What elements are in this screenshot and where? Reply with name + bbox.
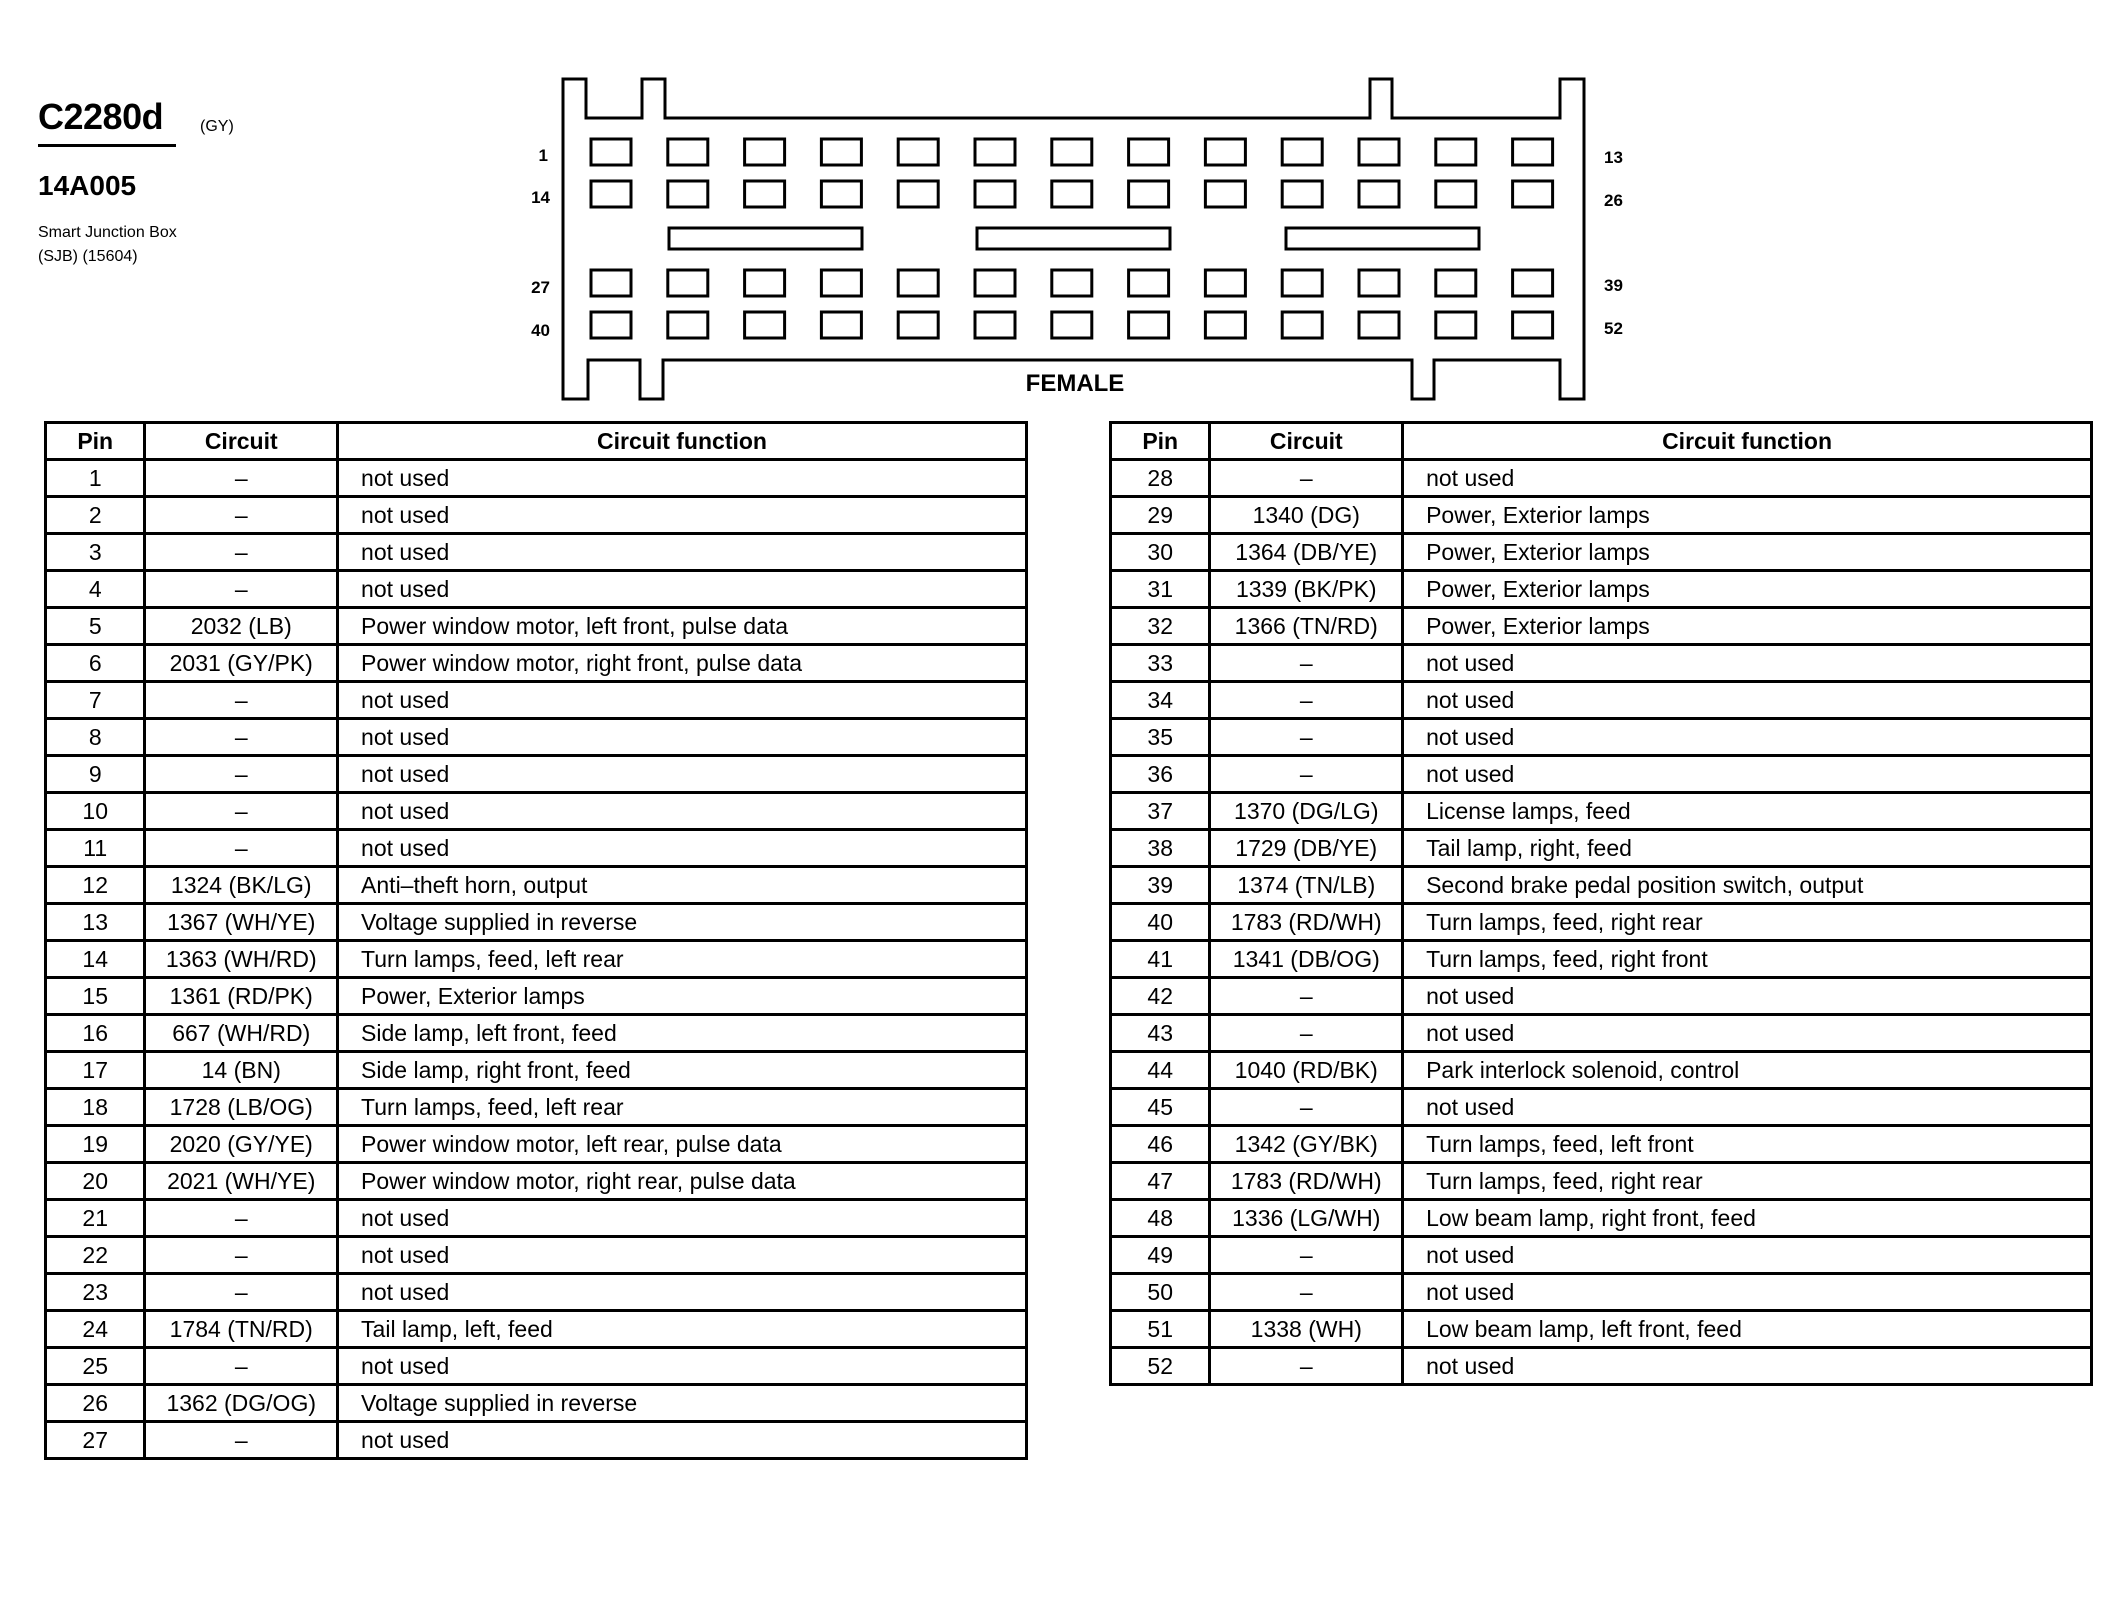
circuit-cell: – — [145, 571, 338, 608]
pin-cavity — [975, 270, 1015, 296]
pin-cell: 28 — [1111, 460, 1210, 497]
pin-cavity — [1129, 312, 1169, 338]
circuit-cell: 1324 (BK/LG) — [145, 867, 338, 904]
connector-face-diagram — [0, 0, 2124, 410]
circuit-function-cell: Power, Exterior lamps — [1403, 571, 2092, 608]
pin-cell: 26 — [46, 1385, 145, 1422]
table-row — [46, 1348, 1027, 1385]
connector-housing-outline — [563, 79, 1584, 399]
circuit-function-cell: not used — [1403, 1237, 2092, 1274]
row-label-pin-27: 27 — [531, 278, 550, 297]
pin-cavity — [1436, 312, 1476, 338]
circuit-function-cell: Side lamp, left front, feed — [338, 1015, 1027, 1052]
gender-label: FEMALE — [1025, 370, 1125, 397]
pin-cavity — [1436, 139, 1476, 165]
table-row — [46, 867, 1027, 904]
table-row — [1111, 719, 2092, 756]
table-row — [1111, 904, 2092, 941]
pin-cell: 24 — [46, 1311, 145, 1348]
keyway-slot-right — [1286, 228, 1479, 249]
circuit-function-cell: Power, Exterior lamps — [1403, 608, 2092, 645]
table-row — [46, 571, 1027, 608]
pin-cavity — [1129, 181, 1169, 207]
table-row — [46, 1385, 1027, 1422]
table-header-row — [46, 423, 1027, 460]
pin-cell: 22 — [46, 1237, 145, 1274]
pin-cavity — [668, 270, 708, 296]
pin-cell: 38 — [1111, 830, 1210, 867]
circuit-function-cell: not used — [1403, 460, 2092, 497]
pin-cell: 45 — [1111, 1089, 1210, 1126]
pin-cell: 34 — [1111, 682, 1210, 719]
pin-cavity — [821, 139, 861, 165]
circuit-function-cell: not used — [1403, 1348, 2092, 1385]
circuit-cell: 1364 (DB/YE) — [1210, 534, 1403, 571]
pin-cavity — [1205, 181, 1245, 207]
pin-cavity — [1513, 139, 1553, 165]
circuit-function-cell: Turn lamps, feed, right front — [1403, 941, 2092, 978]
pin-table-right — [1109, 421, 2093, 1386]
circuit-cell: 1784 (TN/RD) — [145, 1311, 338, 1348]
component-description-code: (SJB) (15604) — [38, 248, 138, 265]
circuit-function-cell: Power window motor, right rear, pulse data — [338, 1163, 1027, 1200]
keyway-slot-left — [669, 228, 862, 249]
pin-cavity — [1513, 270, 1553, 296]
circuit-cell: 1370 (DG/LG) — [1210, 793, 1403, 830]
pin-cavity — [745, 312, 785, 338]
pin-cell: 19 — [46, 1126, 145, 1163]
header-pin: Pin — [46, 423, 145, 460]
pin-cavity — [591, 181, 631, 207]
circuit-function-cell: Low beam lamp, left front, feed — [1403, 1311, 2092, 1348]
table-row — [46, 460, 1027, 497]
circuit-function-cell: not used — [1403, 1015, 2092, 1052]
pin-cell: 27 — [46, 1422, 145, 1459]
pin-cell: 31 — [1111, 571, 1210, 608]
pin-cavity — [1282, 181, 1322, 207]
circuit-function-cell: not used — [1403, 719, 2092, 756]
pin-cavity — [821, 312, 861, 338]
pin-cavity — [1359, 312, 1399, 338]
circuit-cell: 1339 (BK/PK) — [1210, 571, 1403, 608]
circuit-function-cell: not used — [338, 1422, 1027, 1459]
pin-cell: 42 — [1111, 978, 1210, 1015]
table-row — [1111, 571, 2092, 608]
table-row — [1111, 978, 2092, 1015]
table-row — [46, 645, 1027, 682]
pin-cavities — [591, 139, 1553, 338]
circuit-function-cell: Turn lamps, feed, left rear — [338, 1089, 1027, 1126]
header-circuit: Circuit — [1210, 423, 1403, 460]
pin-cavity — [1436, 270, 1476, 296]
pin-cavity — [1282, 312, 1322, 338]
circuit-function-cell: Power, Exterior lamps — [1403, 534, 2092, 571]
circuit-cell: 1363 (WH/RD) — [145, 941, 338, 978]
circuit-function-cell: Power window motor, left front, pulse data — [338, 608, 1027, 645]
pin-cavity — [1052, 181, 1092, 207]
circuit-cell: 667 (WH/RD) — [145, 1015, 338, 1052]
table-row — [1111, 867, 2092, 904]
circuit-function-cell: License lamps, feed — [1403, 793, 2092, 830]
circuit-cell: – — [1210, 719, 1403, 756]
pin-cell: 5 — [46, 608, 145, 645]
circuit-function-cell: not used — [338, 756, 1027, 793]
circuit-cell: 1729 (DB/YE) — [1210, 830, 1403, 867]
pin-cavity — [1205, 270, 1245, 296]
circuit-cell: 1783 (RD/WH) — [1210, 1163, 1403, 1200]
pin-cell: 13 — [46, 904, 145, 941]
circuit-cell: – — [1210, 1237, 1403, 1274]
pin-cavity — [745, 181, 785, 207]
circuit-cell: 2031 (GY/PK) — [145, 645, 338, 682]
table-row — [46, 1052, 1027, 1089]
circuit-cell: 1728 (LB/OG) — [145, 1089, 338, 1126]
table-row — [1111, 645, 2092, 682]
pin-cavity — [668, 139, 708, 165]
table-row — [1111, 608, 2092, 645]
pin-cell: 12 — [46, 867, 145, 904]
circuit-function-cell: Power window motor, left rear, pulse data — [338, 1126, 1027, 1163]
circuit-function-cell: not used — [338, 1200, 1027, 1237]
circuit-cell: – — [145, 497, 338, 534]
table-row — [1111, 1311, 2092, 1348]
pin-cell: 14 — [46, 941, 145, 978]
circuit-function-cell: not used — [338, 1237, 1027, 1274]
row-label-pin-14: 14 — [531, 188, 550, 207]
table-header-row — [1111, 423, 2092, 460]
circuit-function-cell: not used — [1403, 978, 2092, 1015]
table-row — [46, 1311, 1027, 1348]
table-row — [1111, 1163, 2092, 1200]
pin-cell: 39 — [1111, 867, 1210, 904]
table-row — [46, 1163, 1027, 1200]
pin-cell: 30 — [1111, 534, 1210, 571]
circuit-function-cell: not used — [338, 793, 1027, 830]
pin-cavity — [1205, 312, 1245, 338]
pin-cell: 18 — [46, 1089, 145, 1126]
table-row — [46, 1237, 1027, 1274]
row-label-pin-13: 13 — [1604, 148, 1623, 167]
circuit-cell: 1338 (WH) — [1210, 1311, 1403, 1348]
pin-cell: 20 — [46, 1163, 145, 1200]
row-label-pin-1: 1 — [538, 146, 548, 165]
table-row — [46, 719, 1027, 756]
row-label-pin-39: 39 — [1604, 276, 1623, 295]
header-circuit: Circuit — [145, 423, 338, 460]
table-row — [46, 830, 1027, 867]
circuit-cell: – — [145, 830, 338, 867]
pin-cavity — [591, 139, 631, 165]
pin-cavity — [975, 312, 1015, 338]
table-row — [46, 1200, 1027, 1237]
circuit-cell: 1040 (RD/BK) — [1210, 1052, 1403, 1089]
table-row — [46, 1274, 1027, 1311]
table-row — [1111, 830, 2092, 867]
pin-cavity — [975, 139, 1015, 165]
circuit-function-cell: not used — [1403, 756, 2092, 793]
circuit-function-cell: Turn lamps, feed, left rear — [338, 941, 1027, 978]
pin-cell: 3 — [46, 534, 145, 571]
component-description: Smart Junction Box — [38, 224, 177, 241]
circuit-function-cell: not used — [338, 682, 1027, 719]
table-row — [46, 1422, 1027, 1459]
table-row — [46, 1089, 1027, 1126]
pin-cavity — [1129, 270, 1169, 296]
pin-cell: 9 — [46, 756, 145, 793]
row-label-pin-40: 40 — [531, 321, 550, 340]
pin-cavity — [1436, 181, 1476, 207]
circuit-cell: 14 (BN) — [145, 1052, 338, 1089]
pin-cell: 50 — [1111, 1274, 1210, 1311]
circuit-function-cell: not used — [338, 1348, 1027, 1385]
circuit-function-cell: not used — [1403, 1274, 2092, 1311]
circuit-function-cell: not used — [338, 1274, 1027, 1311]
circuit-cell: – — [1210, 645, 1403, 682]
table-row — [46, 497, 1027, 534]
pin-cavity — [1129, 139, 1169, 165]
connector-code: C2280d — [38, 96, 164, 137]
pin-cavity — [668, 312, 708, 338]
pin-cell: 43 — [1111, 1015, 1210, 1052]
pin-cell: 36 — [1111, 756, 1210, 793]
table-row — [46, 1015, 1027, 1052]
circuit-cell: – — [145, 1348, 338, 1385]
pin-cell: 15 — [46, 978, 145, 1015]
table-row — [1111, 1237, 2092, 1274]
table-row — [1111, 497, 2092, 534]
circuit-cell: 1783 (RD/WH) — [1210, 904, 1403, 941]
circuit-function-cell: not used — [1403, 1089, 2092, 1126]
circuit-cell: – — [145, 793, 338, 830]
circuit-cell: – — [145, 460, 338, 497]
pin-cavity — [821, 181, 861, 207]
pin-table-left — [44, 421, 1028, 1460]
circuit-cell: – — [145, 682, 338, 719]
pin-cell: 48 — [1111, 1200, 1210, 1237]
table-row — [46, 682, 1027, 719]
circuit-cell: 1336 (LG/WH) — [1210, 1200, 1403, 1237]
part-number: 14A005 — [38, 170, 137, 201]
pin-cavity — [1282, 139, 1322, 165]
pin-cavity — [1052, 270, 1092, 296]
pin-cell: 40 — [1111, 904, 1210, 941]
pin-cell: 6 — [46, 645, 145, 682]
pin-cavity — [745, 270, 785, 296]
circuit-cell: – — [1210, 1015, 1403, 1052]
pin-cavity — [898, 270, 938, 296]
table-row — [1111, 682, 2092, 719]
pin-cell: 4 — [46, 571, 145, 608]
pin-cell: 32 — [1111, 608, 1210, 645]
circuit-cell: – — [145, 756, 338, 793]
circuit-function-cell: Turn lamps, feed, right rear — [1403, 904, 2092, 941]
circuit-function-cell: not used — [338, 571, 1027, 608]
circuit-cell: 1374 (TN/LB) — [1210, 867, 1403, 904]
circuit-function-cell: Power, Exterior lamps — [1403, 497, 2092, 534]
pin-cell: 11 — [46, 830, 145, 867]
table-row — [46, 793, 1027, 830]
pin-cell: 51 — [1111, 1311, 1210, 1348]
header-pin: Pin — [1111, 423, 1210, 460]
circuit-cell: 2021 (WH/YE) — [145, 1163, 338, 1200]
circuit-function-cell: Turn lamps, feed, left front — [1403, 1126, 2092, 1163]
pin-cavity — [668, 181, 708, 207]
table-row — [1111, 756, 2092, 793]
circuit-function-cell: not used — [338, 497, 1027, 534]
circuit-cell: – — [145, 719, 338, 756]
pin-cavity — [1205, 139, 1245, 165]
circuit-cell: 1366 (TN/RD) — [1210, 608, 1403, 645]
keyway-slot-center — [977, 228, 1170, 249]
circuit-function-cell: not used — [338, 830, 1027, 867]
circuit-cell: – — [145, 534, 338, 571]
row-label-pin-52: 52 — [1604, 319, 1623, 338]
circuit-function-cell: not used — [338, 719, 1027, 756]
circuit-cell: 1341 (DB/OG) — [1210, 941, 1403, 978]
pin-cavity — [745, 139, 785, 165]
circuit-function-cell: Tail lamp, right, feed — [1403, 830, 2092, 867]
circuit-function-cell: Voltage supplied in reverse — [338, 904, 1027, 941]
table-row — [1111, 1015, 2092, 1052]
table-row — [46, 534, 1027, 571]
connector-color: (GY) — [200, 118, 234, 135]
pin-cell: 10 — [46, 793, 145, 830]
circuit-cell: 1342 (GY/BK) — [1210, 1126, 1403, 1163]
pin-cell: 25 — [46, 1348, 145, 1385]
pin-cell: 1 — [46, 460, 145, 497]
table-row — [1111, 1052, 2092, 1089]
pin-cavity — [1052, 312, 1092, 338]
pin-cavity — [1513, 181, 1553, 207]
table-row — [1111, 793, 2092, 830]
circuit-function-cell: not used — [1403, 682, 2092, 719]
pin-cell: 16 — [46, 1015, 145, 1052]
table-row — [1111, 941, 2092, 978]
circuit-function-cell: Power, Exterior lamps — [338, 978, 1027, 1015]
circuit-function-cell: Voltage supplied in reverse — [338, 1385, 1027, 1422]
pin-cell: 8 — [46, 719, 145, 756]
table-row — [1111, 1274, 2092, 1311]
table-row — [1111, 1089, 2092, 1126]
circuit-function-cell: Side lamp, right front, feed — [338, 1052, 1027, 1089]
table-row — [46, 978, 1027, 1015]
pin-cavity — [1359, 139, 1399, 165]
table-row — [46, 608, 1027, 645]
pin-cell: 29 — [1111, 497, 1210, 534]
circuit-cell: – — [1210, 1274, 1403, 1311]
pin-cavity — [821, 270, 861, 296]
circuit-cell: – — [1210, 978, 1403, 1015]
circuit-cell: – — [145, 1274, 338, 1311]
pin-cell: 2 — [46, 497, 145, 534]
pin-cavity — [1052, 139, 1092, 165]
header-circuit-function: Circuit function — [338, 423, 1027, 460]
circuit-cell: – — [145, 1200, 338, 1237]
pin-cell: 17 — [46, 1052, 145, 1089]
table-row — [46, 1126, 1027, 1163]
table-row — [1111, 1348, 2092, 1385]
circuit-cell: 1361 (RD/PK) — [145, 978, 338, 1015]
pin-cell: 37 — [1111, 793, 1210, 830]
pin-cavity — [591, 312, 631, 338]
pin-cavity — [1359, 270, 1399, 296]
pin-cell: 49 — [1111, 1237, 1210, 1274]
circuit-cell: – — [145, 1422, 338, 1459]
circuit-cell: – — [1210, 460, 1403, 497]
circuit-cell: 1362 (DG/OG) — [145, 1385, 338, 1422]
pin-cell: 33 — [1111, 645, 1210, 682]
table-row — [46, 756, 1027, 793]
circuit-function-cell: not used — [338, 460, 1027, 497]
circuit-cell: 1367 (WH/YE) — [145, 904, 338, 941]
pin-cavity — [1282, 270, 1322, 296]
circuit-function-cell: Turn lamps, feed, right rear — [1403, 1163, 2092, 1200]
pin-cell: 41 — [1111, 941, 1210, 978]
pin-cavity — [591, 270, 631, 296]
circuit-cell: 1340 (DG) — [1210, 497, 1403, 534]
circuit-function-cell: Anti–theft horn, output — [338, 867, 1027, 904]
pin-cell: 44 — [1111, 1052, 1210, 1089]
circuit-function-cell: Tail lamp, left, feed — [338, 1311, 1027, 1348]
pin-cavity — [898, 139, 938, 165]
circuit-cell: – — [145, 1237, 338, 1274]
circuit-cell: 2020 (GY/YE) — [145, 1126, 338, 1163]
table-row — [46, 941, 1027, 978]
pin-cell: 23 — [46, 1274, 145, 1311]
circuit-function-cell: not used — [1403, 645, 2092, 682]
header-circuit-function: Circuit function — [1403, 423, 2092, 460]
pin-cell: 47 — [1111, 1163, 1210, 1200]
pin-cavity — [1359, 181, 1399, 207]
pin-cavity — [975, 181, 1015, 207]
circuit-function-cell: Park interlock solenoid, control — [1403, 1052, 2092, 1089]
circuit-cell: – — [1210, 1089, 1403, 1126]
pin-cell: 35 — [1111, 719, 1210, 756]
pin-cavity — [1513, 312, 1553, 338]
pin-cell: 52 — [1111, 1348, 1210, 1385]
pin-cell: 7 — [46, 682, 145, 719]
circuit-cell: – — [1210, 756, 1403, 793]
pin-cell: 46 — [1111, 1126, 1210, 1163]
pin-cavity — [898, 181, 938, 207]
table-row — [1111, 460, 2092, 497]
circuit-cell: 2032 (LB) — [145, 608, 338, 645]
pin-cavity — [898, 312, 938, 338]
circuit-cell: – — [1210, 682, 1403, 719]
circuit-function-cell: Low beam lamp, right front, feed — [1403, 1200, 2092, 1237]
row-label-pin-26: 26 — [1604, 191, 1623, 210]
pin-cell: 21 — [46, 1200, 145, 1237]
table-row — [46, 904, 1027, 941]
circuit-cell: – — [1210, 1348, 1403, 1385]
circuit-function-cell: Second brake pedal position switch, output — [1403, 867, 2092, 904]
circuit-function-cell: Power window motor, right front, pulse data — [338, 645, 1027, 682]
table-row — [1111, 1126, 2092, 1163]
table-row — [1111, 534, 2092, 571]
circuit-function-cell: not used — [338, 534, 1027, 571]
table-row — [1111, 1200, 2092, 1237]
